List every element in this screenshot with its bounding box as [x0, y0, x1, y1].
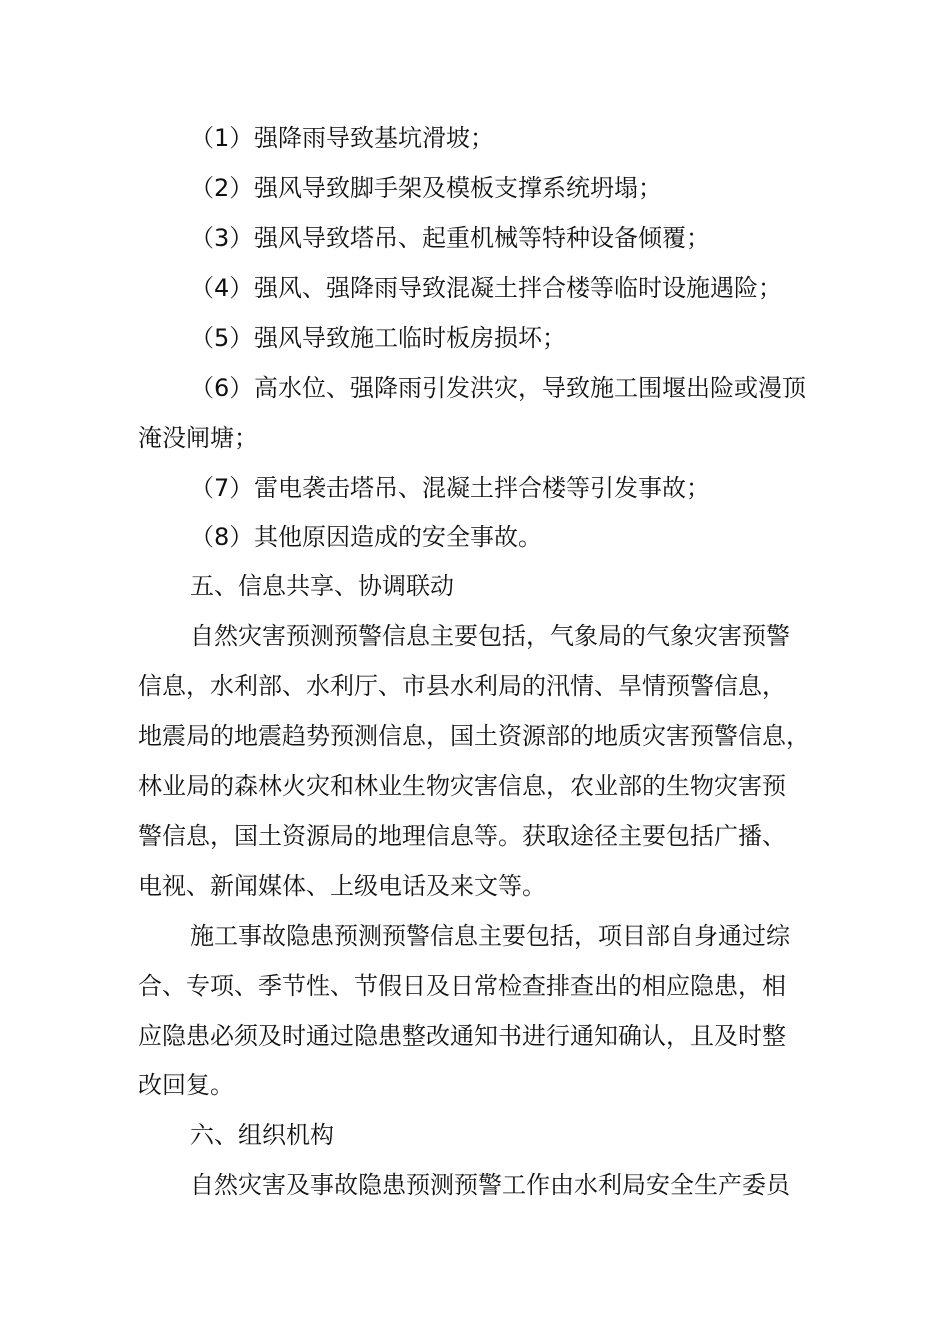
list-number: （6） [190, 374, 254, 402]
list-item [190, 373, 806, 403]
list-item [190, 323, 566, 353]
list-text: 强风导致塔吊、起重机械等特种设备倾覆； [254, 224, 710, 252]
list-text: 强降雨导致基坑滑坡； [254, 124, 494, 152]
list-number: （3） [190, 224, 254, 252]
list-number: （2） [190, 174, 254, 202]
paragraph-line: 林业局的森林火灾和林业生物灾害信息，农业部的生物灾害预 [138, 772, 786, 800]
list-item [190, 522, 542, 552]
list-item [190, 273, 782, 303]
section-heading: 五、信息共享、协调联动 [190, 572, 454, 600]
list-text: 其他原因造成的安全事故。 [254, 523, 542, 551]
list-item [190, 173, 662, 203]
paragraph-line: 合、专项、季节性、节假日及日常检查排查出的相应隐患，相 [138, 972, 786, 1000]
list-number: （8） [190, 523, 254, 551]
list-item-continuation: 淹没闸塘； [138, 424, 258, 452]
list-item [190, 123, 494, 153]
list-text: 强风、强降雨导致混凝土拌合楼等临时设施遇险； [254, 274, 782, 302]
paragraph-line: 信息，水利部、水利厅、市县水利局的汛情、旱情预警信息， [138, 672, 786, 700]
list-text: 高水位、强降雨引发洪灾，导致施工围堰出险或漫顶 [254, 374, 806, 402]
list-number: （4） [190, 274, 254, 302]
paragraph-line: 电视、新闻媒体、上级电话及来文等。 [138, 872, 546, 900]
list-text: 雷电袭击塔吊、混凝土拌合楼等引发事故； [254, 474, 710, 502]
list-number: （1） [190, 124, 254, 152]
list-text: 强风导致施工临时板房损坏； [254, 324, 566, 352]
list-item [190, 223, 710, 253]
paragraph-line: 警信息，国土资源局的地理信息等。获取途径主要包括广播、 [138, 822, 786, 850]
list-item [190, 473, 710, 503]
paragraph-line: 地震局的地震趋势预测信息，国土资源部的地质灾害预警信息， [138, 722, 810, 750]
paragraph-line: 改回复。 [138, 1071, 234, 1099]
list-number: （5） [190, 324, 254, 352]
list-number: （7） [190, 474, 254, 502]
list-text: 强风导致脚手架及模板支撑系统坍塌； [254, 174, 662, 202]
paragraph-line: 自然灾害预测预警信息主要包括，气象局的气象灾害预警 [190, 622, 790, 650]
paragraph-line: 应隐患必须及时通过隐患整改通知书进行通知确认，且及时整 [138, 1022, 786, 1050]
paragraph-line: 自然灾害及事故隐患预测预警工作由水利局安全生产委员 [190, 1171, 790, 1199]
section-heading: 六、组织机构 [190, 1121, 334, 1149]
paragraph-line: 施工事故隐患预测预警信息主要包括，项目部自身通过综 [190, 922, 790, 950]
